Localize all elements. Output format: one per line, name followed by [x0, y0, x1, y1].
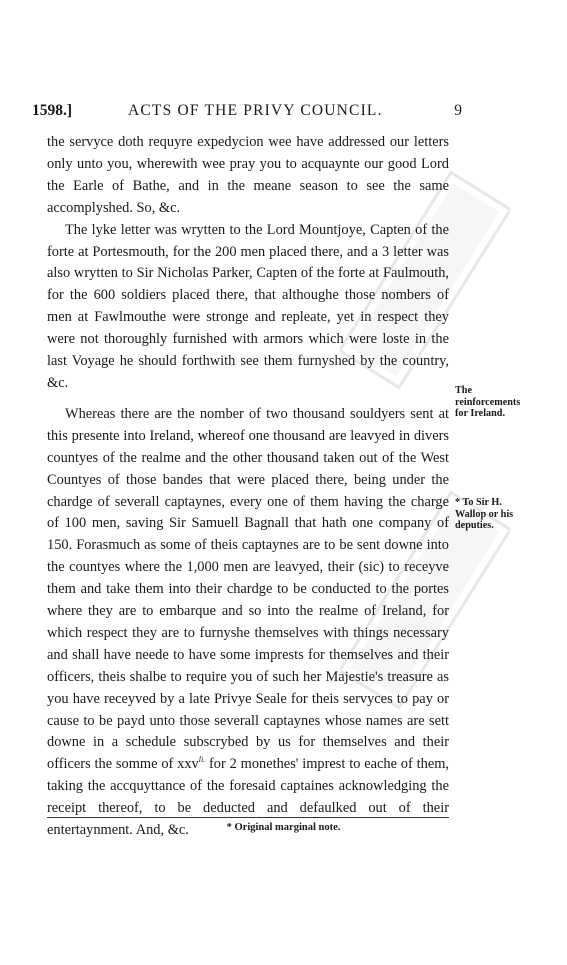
paragraph-lyke-letter: The lyke letter was wrytten to the Lord Mountjoye, Capten of the forte at Portesmouth, for the 200 men placed there, and a 3 letter was also wrytten to Sir Nicholas Parker, Capten of the forte at Faulmouth, for the 600 soldiers placed there, that althoughe those nombers of men at Fawlmouthe were stronge and repleate, yet in respect they were not thoroughly furnished with armors which were loste in the last Voyage he should forthwith see them furnyshed by the country, &c. — [47, 221, 449, 391]
pound-abbrev: li. — [198, 755, 206, 765]
running-header — [32, 102, 462, 124]
page-body — [47, 132, 449, 842]
paragraph-reinforcements — [47, 404, 449, 842]
page-number: 9 — [454, 102, 462, 119]
margin-note-reinforcements: The reinforcements for Ireland. — [455, 385, 521, 419]
margin-note-wallop: * To Sir H. Wallop or his deputies. — [455, 497, 514, 531]
header-year: 1598.] — [32, 102, 73, 119]
paragraph-text-end: for 2 monethes' imprest to eache of them, taking the accquyttance of the foresaid captaines acknowledging the receipt thereof, to be deducted and defaulked out of their entertaynment. And, &c. — [47, 756, 449, 839]
header-title: ACTS OF THE PRIVY COUNCIL. — [128, 102, 383, 119]
footnote-rule — [47, 817, 449, 818]
footnote: * Original marginal note. — [226, 822, 341, 833]
paragraph-text: Whereas there are the nomber of two thousand souldyers sent at this presente into Ireland, whereof one thousand are leavyed in divers countyes of the realme and the other thousand taken out of the West Countyes of those bandes that were placed there, being under the chardge of severall captaynes, every one of them having the charge of 100 men, saving Sir Samuell Bagnall that hath one company of 150. Forasmuch as some of theis captaynes are to be sent downe into the countyes where the 1,000 men are leavyed, their (sic) to receyve them and take them into their chardge to be conducted to the portes where they are to embarque and so into the realme of Ireland, for which respect they are to furnyshe themselves with things necessary and shall have neede to have some imprests for themselves and their officers, theis shalbe to require you of such her Majestie's treasure as you have receyved by a late Privye Seale for theis servyces to pay or cause to be payd unto those severall captaynes whose names are sett downe in a schedule subscrybed by us for themselves and their officers the somme of xxv — [47, 405, 449, 773]
paragraph-continuation: the servyce doth requyre expedycion wee have addressed our letters only unto you, wherewith wee pray you to acquaynte our good Lord the Earle of Bathe, and in the meane season to see the same accomplyshed. So, &c. — [47, 134, 449, 216]
